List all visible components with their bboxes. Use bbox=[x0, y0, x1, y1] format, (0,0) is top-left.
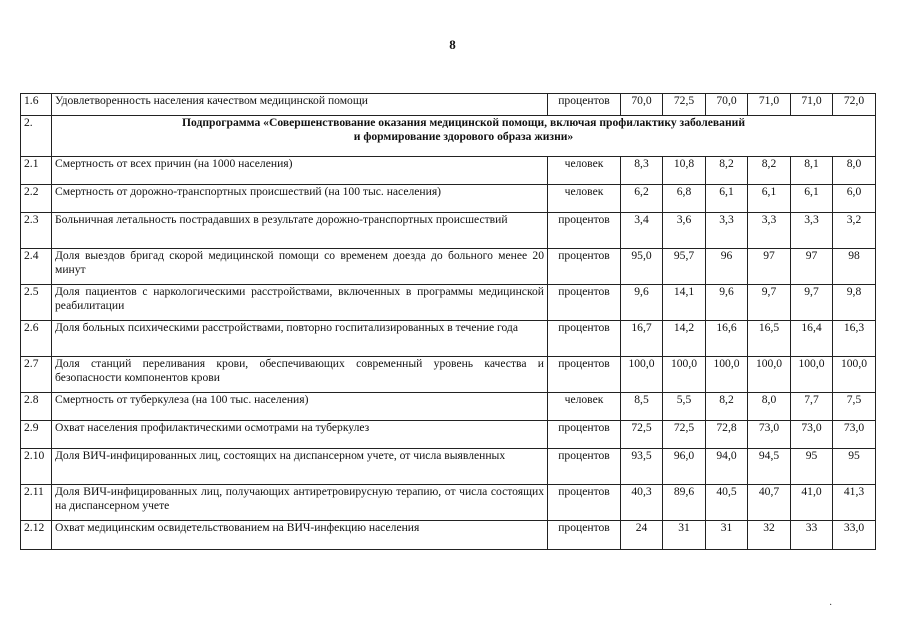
indicator-name: Охват медицинским освидетельствованием на ВИЧ-инфекцию населения bbox=[52, 521, 548, 550]
value-cell: 6,1 bbox=[791, 185, 833, 213]
value-cell: 41,3 bbox=[833, 485, 876, 521]
value-cell: 95,7 bbox=[663, 249, 706, 285]
table-row bbox=[21, 485, 876, 521]
row-number: 2.10 bbox=[21, 449, 52, 485]
value-cell: 3,3 bbox=[791, 213, 833, 249]
value-cell: 7,7 bbox=[791, 393, 833, 421]
table-row bbox=[21, 321, 876, 357]
table-row bbox=[21, 421, 876, 449]
value-cell: 8,3 bbox=[621, 157, 663, 185]
indicators-table bbox=[20, 93, 876, 550]
value-cell: 6,2 bbox=[621, 185, 663, 213]
unit-cell: процентов bbox=[548, 94, 621, 116]
value-cell: 33,0 bbox=[833, 521, 876, 550]
value-cell: 9,6 bbox=[706, 285, 748, 321]
value-cell: 73,0 bbox=[833, 421, 876, 449]
value-cell: 100,0 bbox=[663, 357, 706, 393]
value-cell: 100,0 bbox=[706, 357, 748, 393]
value-cell: 72,5 bbox=[621, 421, 663, 449]
value-cell: 96 bbox=[706, 249, 748, 285]
value-cell: 70,0 bbox=[706, 94, 748, 116]
value-cell: 95 bbox=[833, 449, 876, 485]
value-cell: 14,2 bbox=[663, 321, 706, 357]
value-cell: 16,3 bbox=[833, 321, 876, 357]
row-number: 2.11 bbox=[21, 485, 52, 521]
value-cell: 16,7 bbox=[621, 321, 663, 357]
indicators-table-body bbox=[21, 94, 876, 550]
indicator-name: Доля ВИЧ-инфицированных лиц, состоящих на диспансерном учете, от числа выявленных bbox=[52, 449, 548, 485]
value-cell: 41,0 bbox=[791, 485, 833, 521]
unit-cell: процентов bbox=[548, 285, 621, 321]
table-row bbox=[21, 357, 876, 393]
value-cell: 16,4 bbox=[791, 321, 833, 357]
value-cell: 98 bbox=[833, 249, 876, 285]
unit-cell: процентов bbox=[548, 449, 621, 485]
value-cell: 70,0 bbox=[621, 94, 663, 116]
unit-cell: процентов bbox=[548, 321, 621, 357]
value-cell: 9,7 bbox=[791, 285, 833, 321]
value-cell: 72,8 bbox=[706, 421, 748, 449]
value-cell: 3,3 bbox=[748, 213, 791, 249]
table-row bbox=[21, 213, 876, 249]
unit-cell: процентов bbox=[548, 249, 621, 285]
value-cell: 97 bbox=[748, 249, 791, 285]
indicator-name: Доля больных психическими расстройствами, повторно госпитализированных в течение года bbox=[52, 321, 548, 357]
value-cell: 72,5 bbox=[663, 421, 706, 449]
value-cell: 95 bbox=[791, 449, 833, 485]
row-number: 2.9 bbox=[21, 421, 52, 449]
indicator-name: Смертность от всех причин (на 1000 населения) bbox=[52, 157, 548, 185]
value-cell: 7,5 bbox=[833, 393, 876, 421]
table-row bbox=[21, 157, 876, 185]
indicator-name: Больничная летальность пострадавших в результате дорожно-транспортных происшествий bbox=[52, 213, 548, 249]
value-cell: 73,0 bbox=[748, 421, 791, 449]
value-cell: 100,0 bbox=[748, 357, 791, 393]
unit-cell: процентов bbox=[548, 213, 621, 249]
value-cell: 72,0 bbox=[833, 94, 876, 116]
value-cell: 33 bbox=[791, 521, 833, 550]
value-cell: 89,6 bbox=[663, 485, 706, 521]
value-cell: 100,0 bbox=[621, 357, 663, 393]
value-cell: 10,8 bbox=[663, 157, 706, 185]
value-cell: 40,3 bbox=[621, 485, 663, 521]
value-cell: 40,5 bbox=[706, 485, 748, 521]
value-cell: 96,0 bbox=[663, 449, 706, 485]
table-row bbox=[21, 449, 876, 485]
value-cell: 16,6 bbox=[706, 321, 748, 357]
indicator-name: Смертность от туберкулеза (на 100 тыс. населения) bbox=[52, 393, 548, 421]
row-number: 2.1 bbox=[21, 157, 52, 185]
value-cell: 31 bbox=[663, 521, 706, 550]
value-cell: 94,5 bbox=[748, 449, 791, 485]
value-cell: 3,3 bbox=[706, 213, 748, 249]
page-number: 8 bbox=[449, 37, 456, 52]
value-cell: 8,2 bbox=[706, 393, 748, 421]
row-number: 2.4 bbox=[21, 249, 52, 285]
value-cell: 24 bbox=[621, 521, 663, 550]
unit-cell: процентов bbox=[548, 485, 621, 521]
subprogram-title-line-1: Подпрограмма «Совершенствование оказания медицинской помощи, включая профилактику заболеваний bbox=[181, 116, 746, 129]
section-row bbox=[21, 116, 876, 157]
indicator-name: Доля пациентов с наркологическими расстройствами, включенных в программы медицинской реабилитации bbox=[52, 285, 548, 321]
value-cell: 71,0 bbox=[791, 94, 833, 116]
unit-cell: процентов bbox=[548, 521, 621, 550]
table-row bbox=[21, 185, 876, 213]
subprogram-title bbox=[52, 116, 876, 157]
value-cell: 8,2 bbox=[748, 157, 791, 185]
indicator-name: Удовлетворенность населения качеством медицинской помощи bbox=[52, 94, 548, 116]
subprogram-title-line-2: и формирование здорового образа жизни» bbox=[353, 130, 574, 143]
value-cell: 31 bbox=[706, 521, 748, 550]
scan-speck: · bbox=[829, 600, 833, 611]
value-cell: 73,0 bbox=[791, 421, 833, 449]
value-cell: 8,0 bbox=[748, 393, 791, 421]
value-cell: 3,2 bbox=[833, 213, 876, 249]
unit-cell: человек bbox=[548, 157, 621, 185]
value-cell: 9,6 bbox=[621, 285, 663, 321]
value-cell: 93,5 bbox=[621, 449, 663, 485]
unit-cell: человек bbox=[548, 185, 621, 213]
indicator-name: Доля ВИЧ-инфицированных лиц, получающих антиретровирусную терапию, от числа состоящих на диспансерном учете bbox=[52, 485, 548, 521]
value-cell: 6,1 bbox=[748, 185, 791, 213]
value-cell: 9,8 bbox=[833, 285, 876, 321]
value-cell: 72,5 bbox=[663, 94, 706, 116]
unit-cell: процентов bbox=[548, 357, 621, 393]
row-number: 2.6 bbox=[21, 321, 52, 357]
table-row bbox=[21, 521, 876, 550]
value-cell: 32 bbox=[748, 521, 791, 550]
indicator-name: Охват населения профилактическими осмотрами на туберкулез bbox=[52, 421, 548, 449]
value-cell: 8,2 bbox=[706, 157, 748, 185]
indicator-name: Доля станций переливания крови, обеспечивающих современный уровень качества и безопасности компонентов крови bbox=[52, 357, 548, 393]
row-number: 2.7 bbox=[21, 357, 52, 393]
unit-cell: процентов bbox=[548, 421, 621, 449]
value-cell: 8,1 bbox=[791, 157, 833, 185]
value-cell: 16,5 bbox=[748, 321, 791, 357]
row-number: 2. bbox=[21, 116, 52, 157]
row-number: 1.6 bbox=[21, 94, 52, 116]
value-cell: 100,0 bbox=[833, 357, 876, 393]
table-row bbox=[21, 393, 876, 421]
indicator-name: Смертность от дорожно-транспортных происшествий (на 100 тыс. населения) bbox=[52, 185, 548, 213]
indicator-name: Доля выездов бригад скорой медицинской помощи со временем доезда до больного менее 20 минут bbox=[52, 249, 548, 285]
table-row bbox=[21, 94, 876, 116]
value-cell: 8,0 bbox=[833, 157, 876, 185]
value-cell: 6,0 bbox=[833, 185, 876, 213]
value-cell: 100,0 bbox=[791, 357, 833, 393]
row-number: 2.2 bbox=[21, 185, 52, 213]
value-cell: 9,7 bbox=[748, 285, 791, 321]
table-row bbox=[21, 249, 876, 285]
unit-cell: человек bbox=[548, 393, 621, 421]
value-cell: 95,0 bbox=[621, 249, 663, 285]
value-cell: 14,1 bbox=[663, 285, 706, 321]
value-cell: 94,0 bbox=[706, 449, 748, 485]
row-number: 2.12 bbox=[21, 521, 52, 550]
row-number: 2.3 bbox=[21, 213, 52, 249]
value-cell: 5,5 bbox=[663, 393, 706, 421]
value-cell: 40,7 bbox=[748, 485, 791, 521]
row-number: 2.5 bbox=[21, 285, 52, 321]
row-number: 2.8 bbox=[21, 393, 52, 421]
value-cell: 3,6 bbox=[663, 213, 706, 249]
value-cell: 8,5 bbox=[621, 393, 663, 421]
value-cell: 97 bbox=[791, 249, 833, 285]
table-row bbox=[21, 285, 876, 321]
value-cell: 71,0 bbox=[748, 94, 791, 116]
value-cell: 6,8 bbox=[663, 185, 706, 213]
value-cell: 6,1 bbox=[706, 185, 748, 213]
value-cell: 3,4 bbox=[621, 213, 663, 249]
